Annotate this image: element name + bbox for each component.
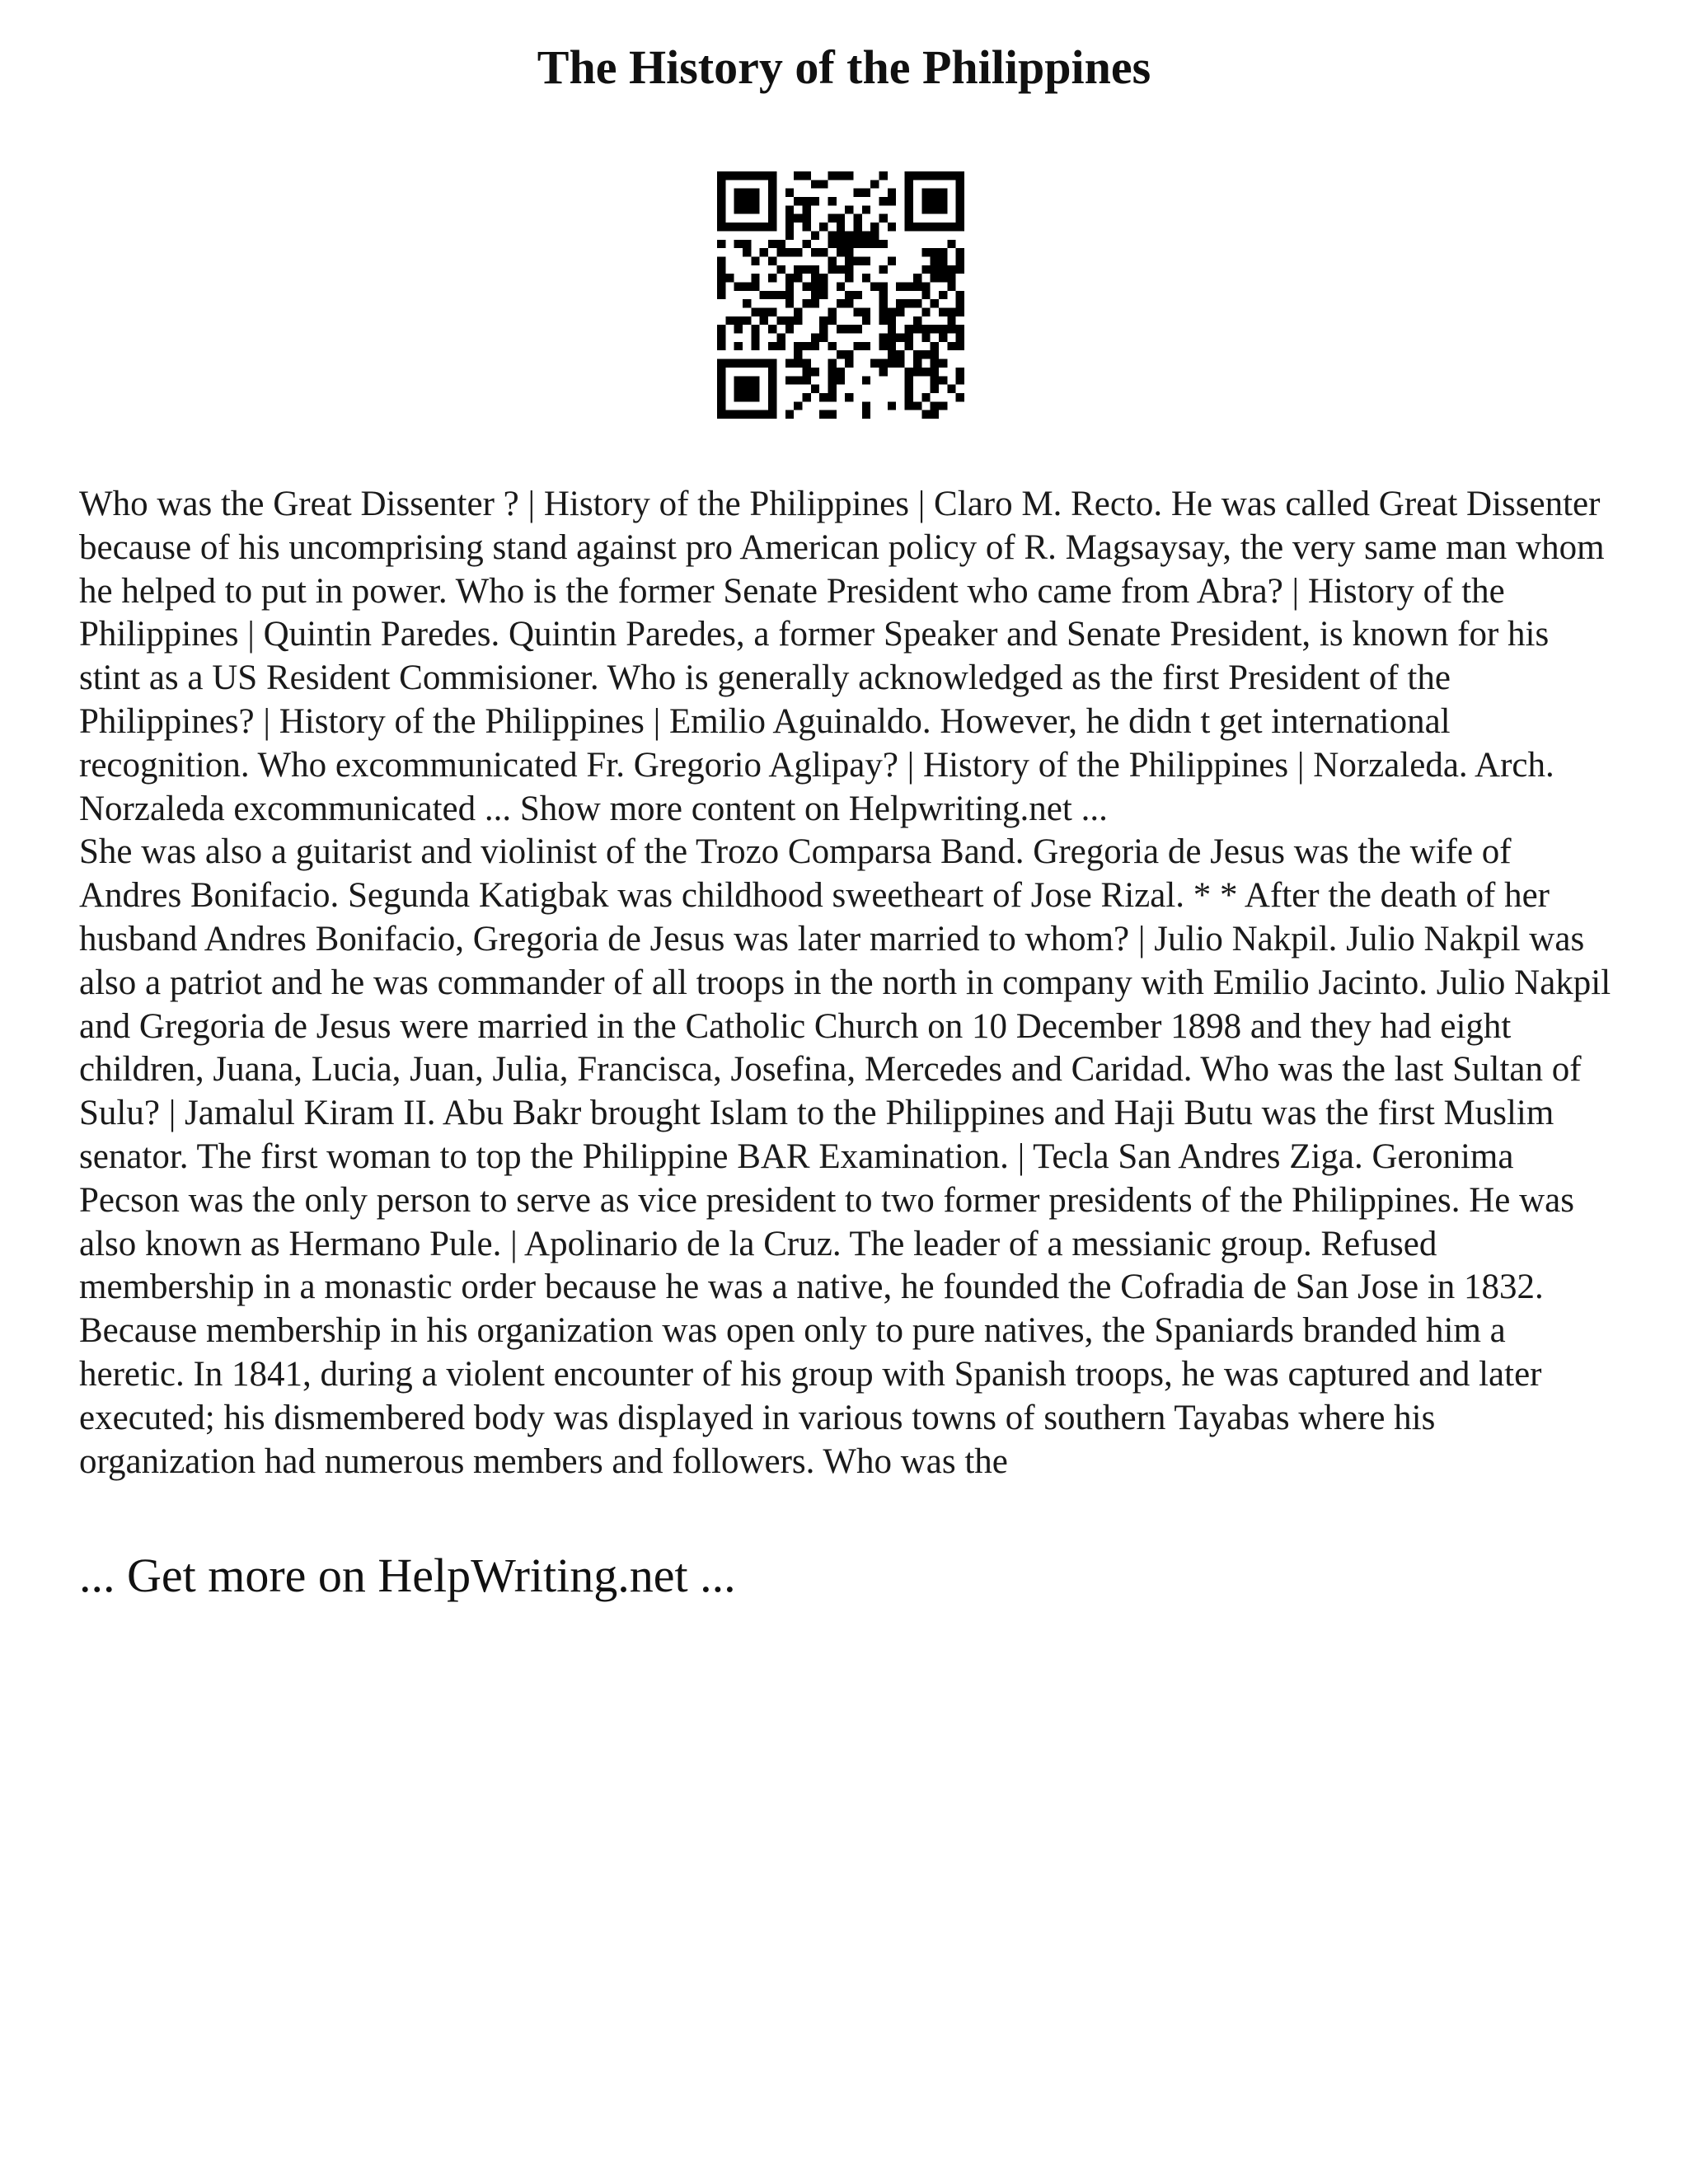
qr-code-icon [717,171,964,419]
article-paragraph: Who was the Great Dissenter ? | History of the Philippines | Claro M. Recto. He was called Great Dissenter because of his uncomprising stand against pro American policy of R. Magsaysay, the very same man whom he helped to put in power. Who is the former Senate President who came from Abra? | History of the Philippines | Quintin Paredes. Quintin Paredes, a former Speaker and Senate President, is known for his stint as a US Resident Commisioner. Who is generally acknowledged as the first President of the Philippines? | History of the Philippines | Emilio Aguinaldo. However, he didn t get international recognition. Who excommunicated Fr. Gregorio Aglipay? | History of the Philippines | Norzaleda. Arch. Norzaleda excommunicated ... Show more content on Helpwriting.net ... [79,485,1605,828]
document-title: The History of the Philippines [537,40,1151,94]
get-more-link[interactable]: ... Get more on HelpWriting.net ... [79,1549,736,1602]
article-paragraph: She was also a guitarist and violinist of the Trozo Comparsa Band. Gregoria de Jesus was the wife of Andres Bonifacio. Segunda Katigbak was childhood sweetheart of Jose Rizal. * * After the death of her husband Andres Bonifacio, Gregoria de Jesus was later married to whom? | Julio Nakpil. Julio Nakpil was also a patriot and he was commander of all troops in the north in company with Emilio Jacinto. Julio Nakpil and Gregoria de Jesus were married in the Catholic Church on 10 December 1898 and they had eight children, Juana, Lucia, Juan, Julia, Francisca, Josefina, Mercedes and Caridad. Who was the last Sultan of Sulu? | Jamalul Kiram II. Abu Bakr brought Islam to the Philippines and Haji Butu was the first Muslim senator. The first woman to top the Philippine BAR Examination. | Tecla San Andres Ziga. Geronima Pecson was the only person to serve as vice president to two former presidents of the Philippines. He was also known as Hermano Pule. | Apolinario de la Cruz. The leader of a messianic group. Refused membership in a monastic order because he was a native, he founded the Cofradia de San Jose in 1832. Because membership in his organization was open only to pure natives, the Spaniards branded him a heretic. In 1841, during a violent encounter of his group with Spanish troops, he was captured and later executed; his dismembered body was displayed in various towns of southern Tayabas where his organization had numerous members and followers. Who was the [79,832,1611,1481]
article-body [79,483,1619,1483]
